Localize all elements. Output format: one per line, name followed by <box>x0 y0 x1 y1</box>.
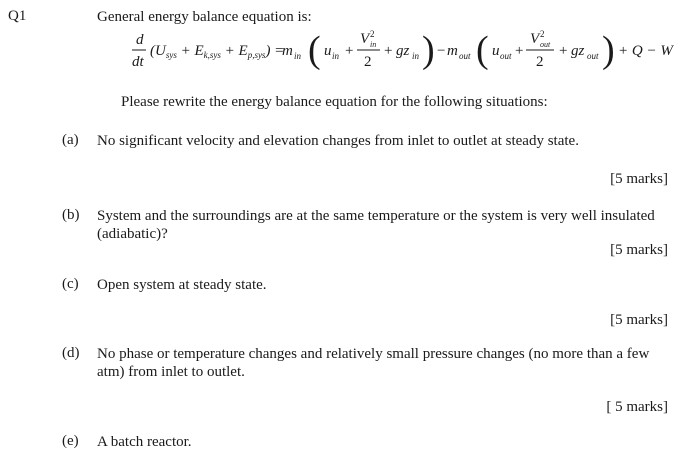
part-a-marks: [5 marks] <box>610 171 668 187</box>
part-c-marks: [5 marks] <box>610 312 668 328</box>
energy-balance-equation <box>132 28 692 80</box>
eq-d: d <box>136 32 144 48</box>
eq-plus-3: + <box>515 43 524 59</box>
eq-gz-in: gz <box>396 43 410 59</box>
intro-text: General energy balance equation is: <box>97 9 312 25</box>
eq-plus-4: + <box>559 43 568 59</box>
eq-v-in-sq: 2 <box>370 29 375 39</box>
eq-plus-1: + <box>345 43 354 59</box>
eq-minus: − <box>437 43 446 59</box>
eq-m-out: m <box>447 43 458 59</box>
eq-v-out-two: 2 <box>536 54 544 70</box>
eq-tail: + Q − W <box>618 43 673 59</box>
eq-v-in: V <box>360 31 370 47</box>
eq-paren-close-2: ) <box>602 29 615 71</box>
question-number: Q1 <box>8 8 27 24</box>
part-a-text: No significant velocity and elevation changes from inlet to outlet at steady state. <box>97 133 579 149</box>
eq-plus-2: + <box>384 43 393 59</box>
eq-v-out: V <box>530 31 540 47</box>
eq-gz-in-sub: in <box>412 51 420 61</box>
part-c-label: (c) <box>62 276 79 292</box>
eq-u-in-sub: in <box>332 51 340 61</box>
part-c-text: Open system at steady state. <box>97 277 267 293</box>
eq-m-in: m <box>282 43 293 59</box>
eq-v-out-sq: 2 <box>540 29 545 39</box>
part-b-marks: [5 marks] <box>610 242 668 258</box>
eq-gz-out-sub: out <box>587 51 599 61</box>
part-b-label: (b) <box>62 207 80 223</box>
part-b-text: System and the surroundings are at the same temperature or the system is very well insulated (adiabatic)? <box>97 208 655 242</box>
part-e-text: A batch reactor. <box>97 434 192 450</box>
eq-v-out-sub: out <box>540 40 551 49</box>
eq-paren-open-1: ( <box>308 29 321 71</box>
part-d-label: (d) <box>62 345 80 361</box>
instruction-text: Please rewrite the energy balance equation for the following situations: <box>121 94 548 110</box>
eq-v-in-sub: in <box>370 40 377 49</box>
eq-m-in-sub: in <box>294 51 302 61</box>
eq-m-out-sub: out <box>459 51 471 61</box>
part-d-text: No phase or temperature changes and relatively small pressure changes (no more than a few atm) from inlet to outlet. <box>97 346 650 380</box>
eq-dt: dt <box>132 54 144 70</box>
part-d-marks: [ 5 marks] <box>606 399 668 415</box>
eq-paren-close-1: ) <box>422 29 435 71</box>
part-a-label: (a) <box>62 132 79 148</box>
eq-u-out: u <box>492 43 500 59</box>
eq-v-in-two: 2 <box>364 54 372 70</box>
eq-u-out-sub: out <box>500 51 512 61</box>
eq-u-in: u <box>324 43 332 59</box>
eq-paren-open-2: ( <box>476 29 489 71</box>
eq-lhs: $(U_{sys} + E_{k,sys} + E_{p,sys})$ = <box>150 43 285 60</box>
part-e-label: (e) <box>62 433 79 449</box>
eq-gz-out: gz <box>571 43 585 59</box>
